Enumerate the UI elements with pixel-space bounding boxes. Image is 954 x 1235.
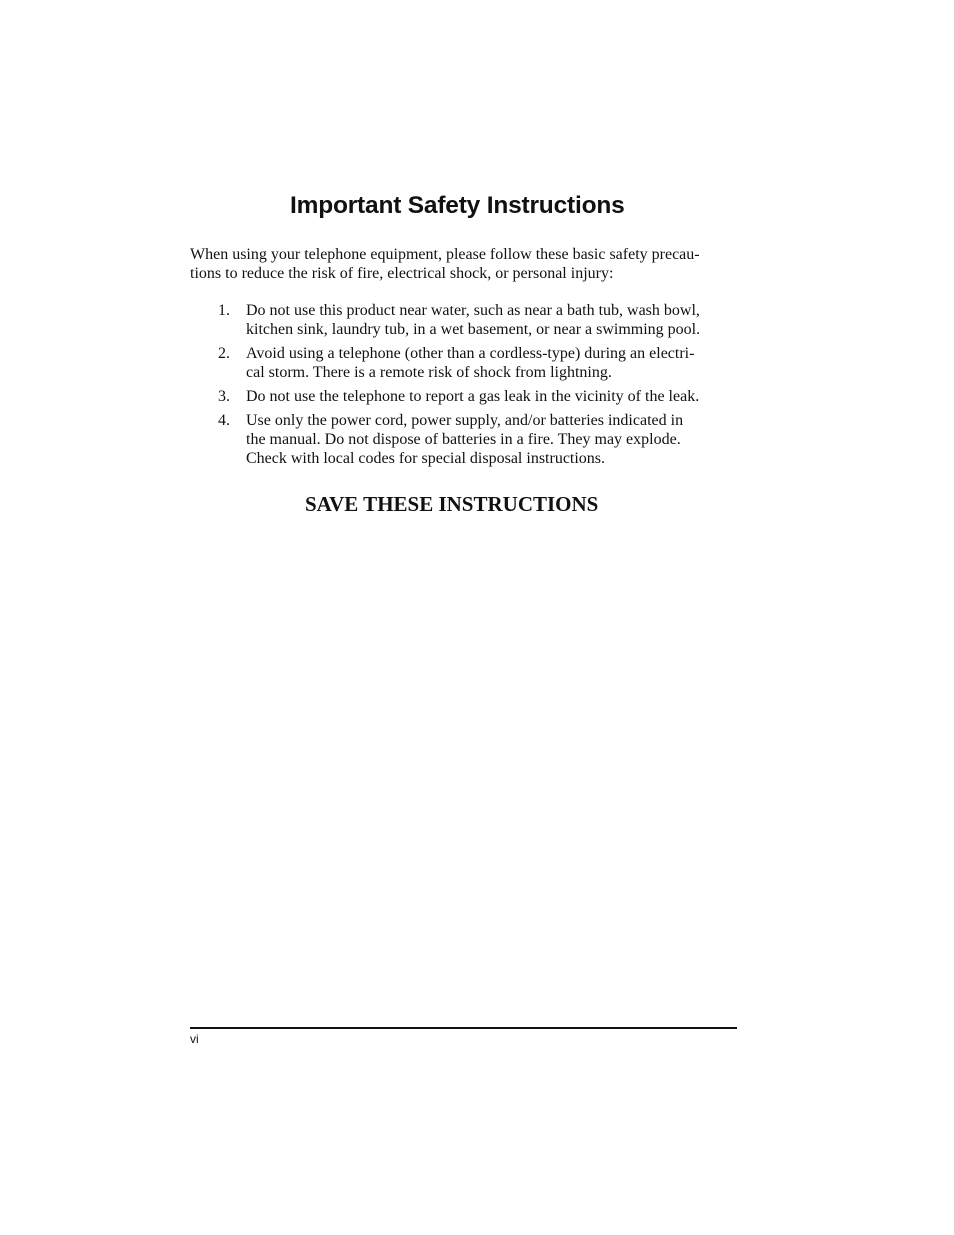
intro-line: tions to reduce the risk of fire, electrical shock, or personal injury:: [190, 265, 614, 282]
list-item-number: 3.: [218, 388, 230, 405]
save-instructions-heading: SAVE THESE INSTRUCTIONS: [305, 492, 599, 516]
list-item-line: kitchen sink, laundry tub, in a wet basement, or near a swimming pool.: [246, 321, 701, 338]
list-item-number: 1.: [218, 302, 230, 319]
list-item-line: Use only the power cord, power supply, and/or batteries indicated in: [246, 412, 684, 429]
intro-line: When using your telephone equipment, please follow these basic safety precau-: [190, 246, 700, 263]
list-item-number: 4.: [218, 412, 230, 429]
list-item-line: Do not use this product near water, such as near a bath tub, wash bowl,: [246, 302, 700, 319]
list-item-line: Do not use the telephone to report a gas leak in the vicinity of the leak.: [246, 388, 700, 405]
list-item: [190, 411, 760, 468]
intro-paragraph: [190, 245, 750, 283]
list-item-line: Avoid using a telephone (other than a cordless-type) during an electri-: [246, 345, 695, 362]
list-item-line: cal storm. There is a remote risk of shock from lightning.: [246, 364, 612, 381]
list-item-number: 2.: [218, 345, 230, 362]
list-item-line: Check with local codes for special disposal instructions.: [246, 450, 606, 467]
safety-instructions-list: [190, 301, 760, 473]
list-item: [190, 344, 760, 382]
footer-divider: [190, 1027, 737, 1029]
page-title: Important Safety Instructions: [290, 192, 625, 219]
list-item: [190, 387, 760, 406]
page-number: vi: [190, 1032, 199, 1046]
list-item-line: the manual. Do not dispose of batteries in a fire. They may explode.: [246, 431, 681, 448]
list-item: [190, 301, 760, 339]
